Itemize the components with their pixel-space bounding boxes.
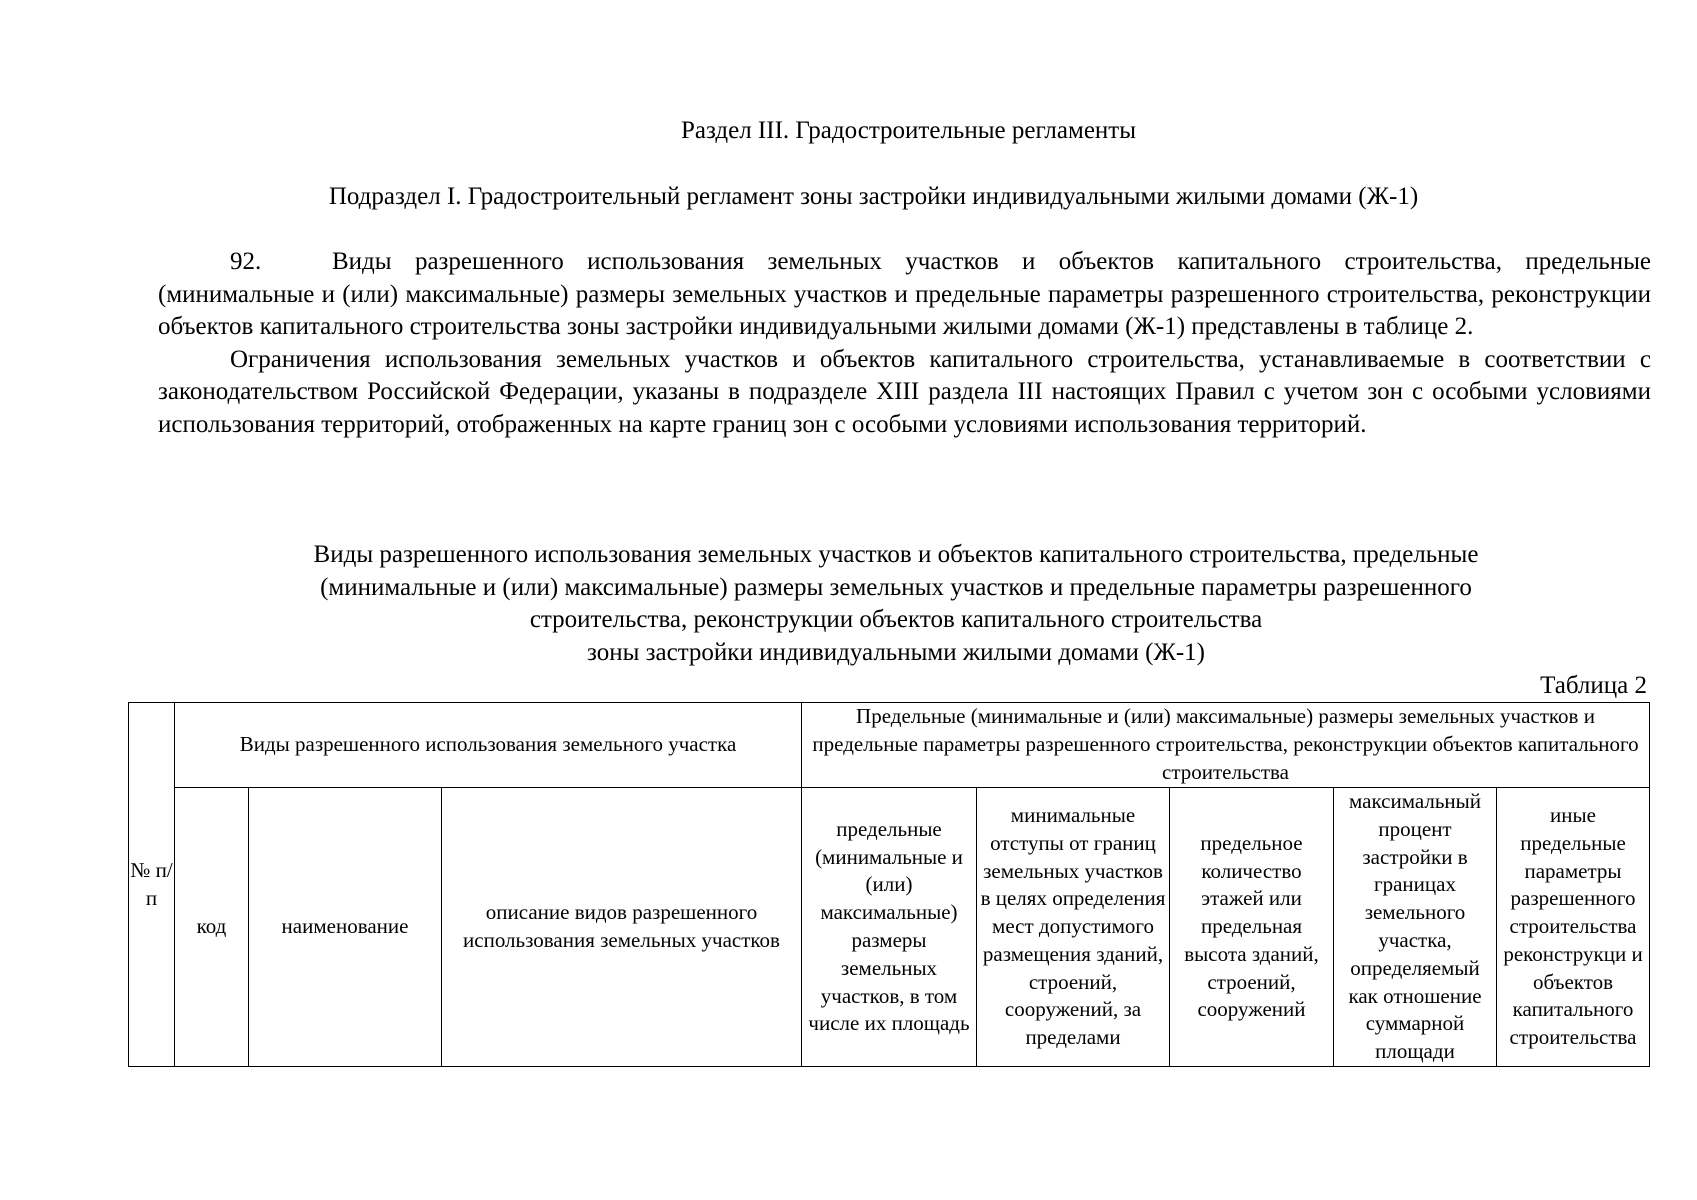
subsection-title: Подраздел I. Градостроительный регламент зоны застройки индивидуальными жилыми домами (Ж-1) — [328, 183, 1419, 210]
table-caption — [200, 539, 1592, 669]
section-title: Раздел III. Градостроительные регламенты — [680, 117, 1137, 144]
caption-line: зоны застройки индивидуальными жилыми домами (Ж-1) — [586, 638, 1206, 666]
header-other: иные предельные параметры разрешенного строительства реконструкци и объектов капитального строительства — [1497, 788, 1650, 1067]
header-percent: максимальный процент застройки в границах земельного участка, определяемый как отношение суммарной площади — [1334, 788, 1497, 1067]
paragraph-92-text: Виды разрешенного использования земельных участков и объектов капитального строительства, предельные (минимальные и (или) максимальные) размеры земельных участков и предельные параметры разрешенного строительства, реконструкции объектов капитального строительства зоны застройки индивидуальными жилыми домами (Ж-1) представлены в таблице 2. — [158, 248, 1651, 340]
table-label: Таблица 2 — [1540, 672, 1647, 699]
caption-line: (минимальные и (или) максимальные) размеры земельных участков и предельные параметры разрешенного — [320, 573, 1472, 601]
header-description: описание видов разрешенного использования земельных участков — [442, 788, 802, 1067]
paragraph-restrictions: Ограничения использования земельных участков и объектов капитального строительства, устанавливаемые в соответствии с законодательством Российской Федерации, указаны в подразделе XIII раздела III настоящих Правил с учетом зон с особыми условиями использования территорий, отображенных на карте границ зон с особыми условиями использования территорий. — [158, 345, 1651, 438]
paragraph-number: 92. — [230, 248, 262, 275]
regulation-table — [128, 702, 1650, 1067]
header-code: код — [175, 788, 249, 1067]
caption-line: строительства, реконструкции объектов капитального строительства — [529, 606, 1263, 633]
header-floors: предельное количество этажей или предельная высота зданий, строений, сооружений — [1170, 788, 1334, 1067]
caption-line: Виды разрешенного использования земельных участков и объектов капитального строительства, предельные — [313, 541, 1479, 568]
table-header-row-1 — [129, 703, 1650, 788]
body-text — [158, 246, 1651, 441]
header-name: наименование — [249, 788, 442, 1067]
header-group-params: Предельные (минимальные и (или) максимальные) размеры земельных участков и предельные параметры разрешенного строительства, реконструкции объектов капитального строительства — [802, 703, 1650, 788]
header-setbacks: минимальные отступы от границ земельных участков в целях определения мест допустимого размещения зданий, строений, сооружений, за пределами — [977, 788, 1170, 1067]
header-sizes: предельные (минимальные и (или) максимальные) размеры земельных участков, в том числе их площадь — [802, 788, 977, 1067]
table-header-row-2 — [129, 788, 1650, 1067]
header-number: № п/п — [129, 703, 175, 1067]
header-group-uses: Виды разрешенного использования земельного участка — [175, 703, 802, 788]
paragraph-92 — [158, 246, 1651, 344]
